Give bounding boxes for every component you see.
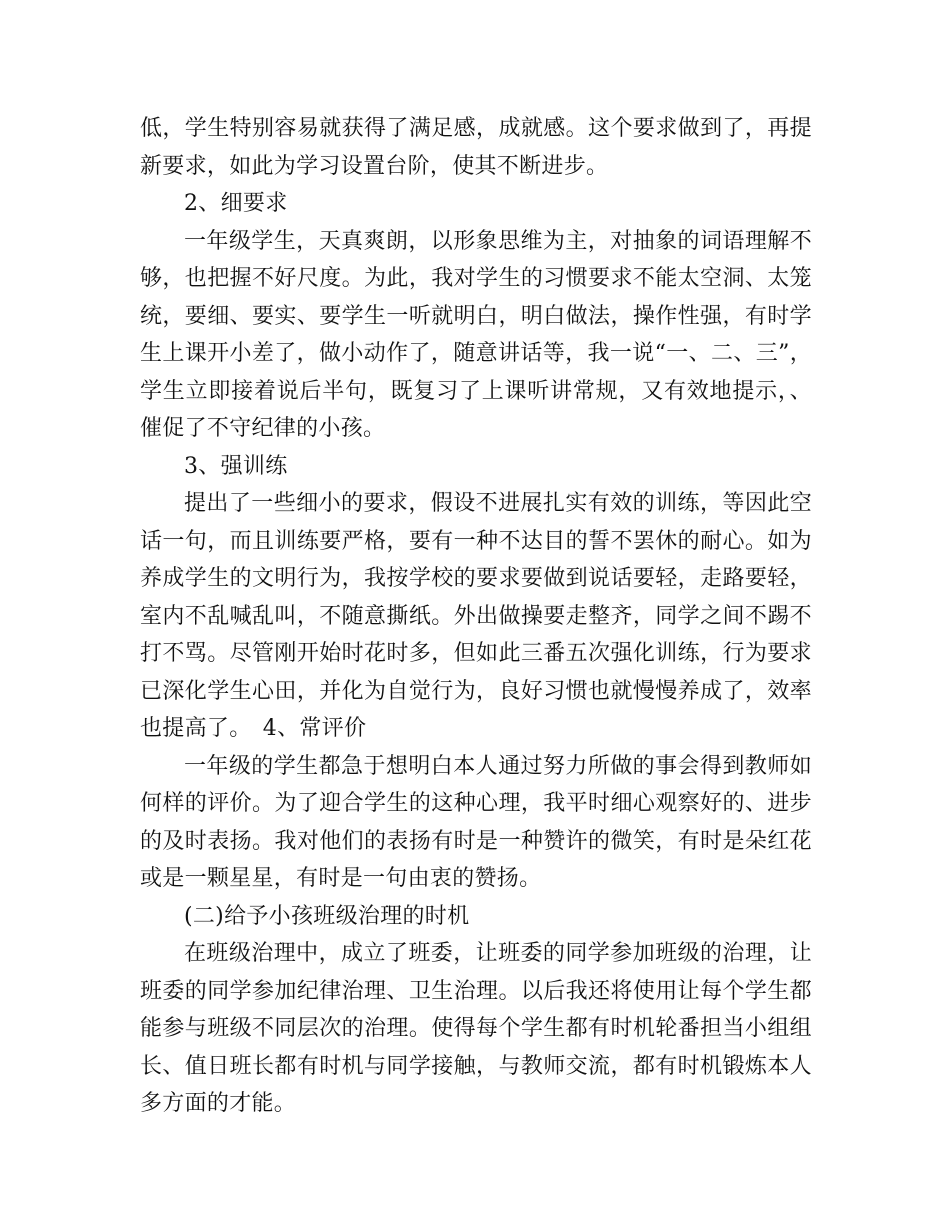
heading-detailed-requirements: 2、细要求 <box>184 191 288 216</box>
document-body <box>140 110 812 1123</box>
heading-class-management: (二)给予小孩班级治理的时机 <box>184 903 470 929</box>
heading-strong-training: 3、强训练 <box>184 453 288 479</box>
paragraph-regular-evaluation: 一年级的学生都急于想明白本人通过努力所做的事会得到教师如何样的评价。为了迎合学生的这种心理，我平时细心观察好的、进步的及时表扬。我对他们的表扬有时是一种赞许的微笑，有时是朵红花或是一颗星星，有时是一句由衷的赞扬。 <box>140 753 812 891</box>
paragraph-class-management: 在班级治理中，成立了班委，让班委的同学参加班级的治理，让班委的同学参加纪律治理、卫生治理。以后我还将使用让每个学生都能参与班级不同层次的治理。使得每个学生都有时机轮番担当小组组长、值日班长都有时机与同学接触，与教师交流，都有时机锻炼本人多方面的才能。 <box>140 941 812 1116</box>
paragraph-continuation: 低，学生特别容易就获得了满足感，成就感。这个要求做到了，再提新要求，如此为学习设置台阶，使其不断进步。 <box>140 116 812 179</box>
paragraph-detailed-requirements: 一年级学生，天真爽朗，以形象思维为主，对抽象的词语理解不够，也把握不好尺度。为此，我对学生的习惯要求不能太空洞、太笼统，要细、要实、要学生一听就明白，明白做法，操作性强，有时学生上课开小差了，做小动作了，随意讲话等，我一说“一、二、三”，学生立即接着说后半句，既复习了上课听讲常规，又有效地提示，、催促了不守纪律的小孩。 <box>140 228 812 441</box>
paragraph-strong-training: 提出了一些细小的要求，假设不进展扎实有效的训练，等因此空话一句，而且训练要严格，要有一种不达目的誓不罢休的耐心。如为养成学生的文明行为，我按学校的要求要做到说话要轻，走路要轻，室内不乱喊乱叫，不随意撕纸。外出做操要走整齐，同学之间不踢不打不骂。尽管刚开始时花时多，但如此三番五次强化训练，行为要求已深化学生心田，并化为自觉行为，良好习惯也就慢慢养成了，效率也提高了。 4、常评价 <box>140 491 812 741</box>
